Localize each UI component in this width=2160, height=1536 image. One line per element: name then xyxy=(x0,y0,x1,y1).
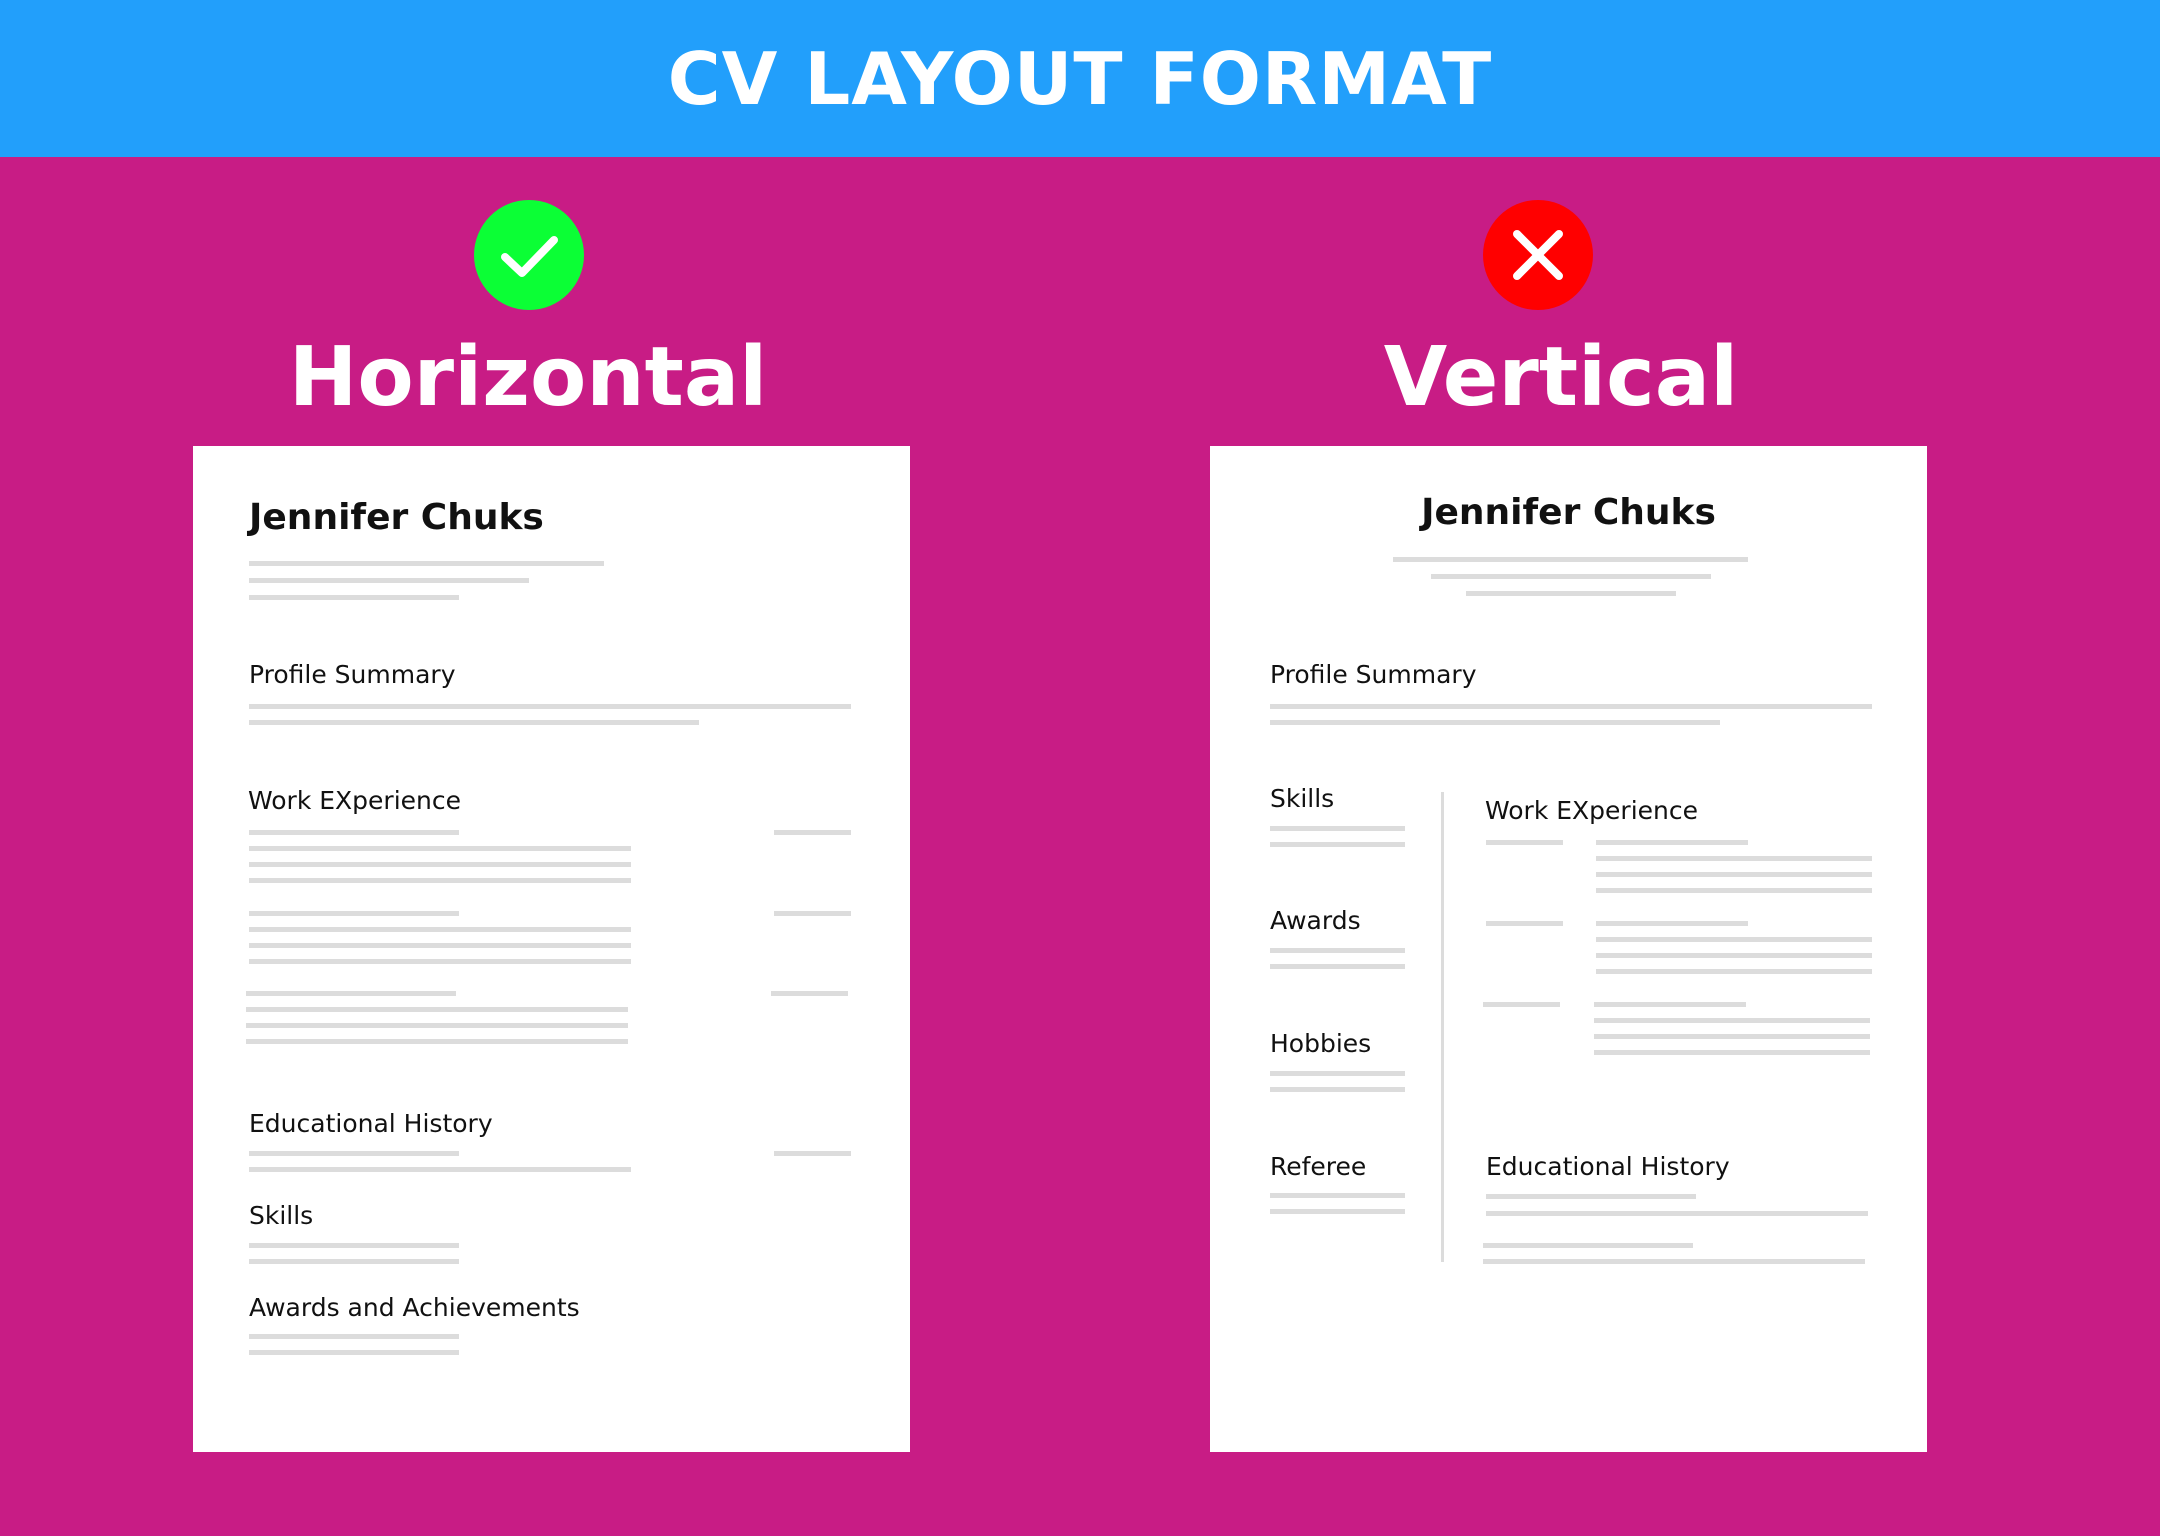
text-line xyxy=(1596,953,1872,958)
horizontal-cv-card xyxy=(193,446,910,1452)
text-line xyxy=(1483,1259,1865,1264)
cv-name: Jennifer Chuks xyxy=(249,497,544,538)
text-line xyxy=(1594,1050,1870,1055)
text-line xyxy=(1486,1194,1696,1199)
text-line xyxy=(1483,1243,1693,1248)
section-awards-achievements: Awards and Achievements xyxy=(249,1293,580,1322)
section-referee: Referee xyxy=(1270,1152,1367,1181)
date-line xyxy=(771,991,848,996)
text-line xyxy=(249,704,851,709)
text-line xyxy=(249,943,631,948)
cross-icon xyxy=(1483,200,1593,310)
header-banner xyxy=(0,0,2160,157)
text-line xyxy=(249,1350,459,1355)
column-divider xyxy=(1441,792,1444,1262)
text-line xyxy=(1270,1209,1405,1214)
text-line xyxy=(249,1334,459,1339)
date-line xyxy=(774,1151,851,1156)
text-line xyxy=(1594,1018,1870,1023)
section-educational-history: Educational History xyxy=(1486,1152,1730,1181)
text-line xyxy=(1594,1034,1870,1039)
date-line xyxy=(774,911,851,916)
date-line xyxy=(774,830,851,835)
cv-name: Jennifer Chuks xyxy=(1421,492,1716,533)
text-line xyxy=(249,1167,631,1172)
section-work-experience: Work EXperience xyxy=(248,786,462,815)
text-line xyxy=(246,1007,628,1012)
text-line xyxy=(1596,888,1872,893)
text-line xyxy=(1270,842,1405,847)
text-line xyxy=(1486,1211,1868,1216)
text-line xyxy=(1270,720,1720,725)
section-awards: Awards xyxy=(1270,906,1361,935)
text-line xyxy=(1596,856,1872,861)
text-line xyxy=(246,991,456,996)
section-skills: Skills xyxy=(249,1201,314,1230)
date-line xyxy=(1486,840,1563,845)
text-line xyxy=(1270,1087,1405,1092)
section-work-experience: Work EXperience xyxy=(1485,796,1699,825)
section-skills: Skills xyxy=(1270,784,1335,813)
text-line xyxy=(1270,964,1405,969)
text-line xyxy=(1431,574,1711,579)
text-line xyxy=(1466,591,1676,596)
text-line xyxy=(249,578,529,583)
text-line xyxy=(249,830,459,835)
check-icon xyxy=(474,200,584,310)
text-line xyxy=(1594,1002,1746,1007)
horizontal-title: Horizontal xyxy=(288,330,768,425)
text-line xyxy=(246,1023,628,1028)
text-line xyxy=(1270,1071,1405,1076)
text-line xyxy=(249,561,604,566)
text-line xyxy=(249,1243,459,1248)
text-line xyxy=(1393,557,1748,562)
text-line xyxy=(249,1259,459,1264)
text-line xyxy=(249,862,631,867)
text-line xyxy=(1596,969,1872,974)
section-educational-history: Educational History xyxy=(249,1109,493,1138)
text-line xyxy=(249,1151,459,1156)
text-line xyxy=(249,911,459,916)
date-line xyxy=(1483,1002,1560,1007)
text-line xyxy=(1596,840,1748,845)
text-line xyxy=(1596,937,1872,942)
vertical-title: Vertical xyxy=(1383,330,1739,425)
page-title: CV LAYOUT FORMAT xyxy=(667,36,1493,121)
section-profile-summary: Profile Summary xyxy=(249,660,456,689)
section-profile-summary: Profile Summary xyxy=(1270,660,1477,689)
text-line xyxy=(1596,872,1872,877)
text-line xyxy=(249,878,631,883)
text-line xyxy=(249,846,631,851)
text-line xyxy=(1596,921,1748,926)
text-line xyxy=(246,1039,628,1044)
text-line xyxy=(249,927,631,932)
text-line xyxy=(249,595,459,600)
vertical-cv-card xyxy=(1210,446,1927,1452)
text-line xyxy=(1270,826,1405,831)
section-hobbies: Hobbies xyxy=(1270,1029,1372,1058)
text-line xyxy=(1270,1193,1405,1198)
text-line xyxy=(249,720,699,725)
text-line xyxy=(249,959,631,964)
text-line xyxy=(1270,704,1872,709)
date-line xyxy=(1486,921,1563,926)
text-line xyxy=(1270,948,1405,953)
